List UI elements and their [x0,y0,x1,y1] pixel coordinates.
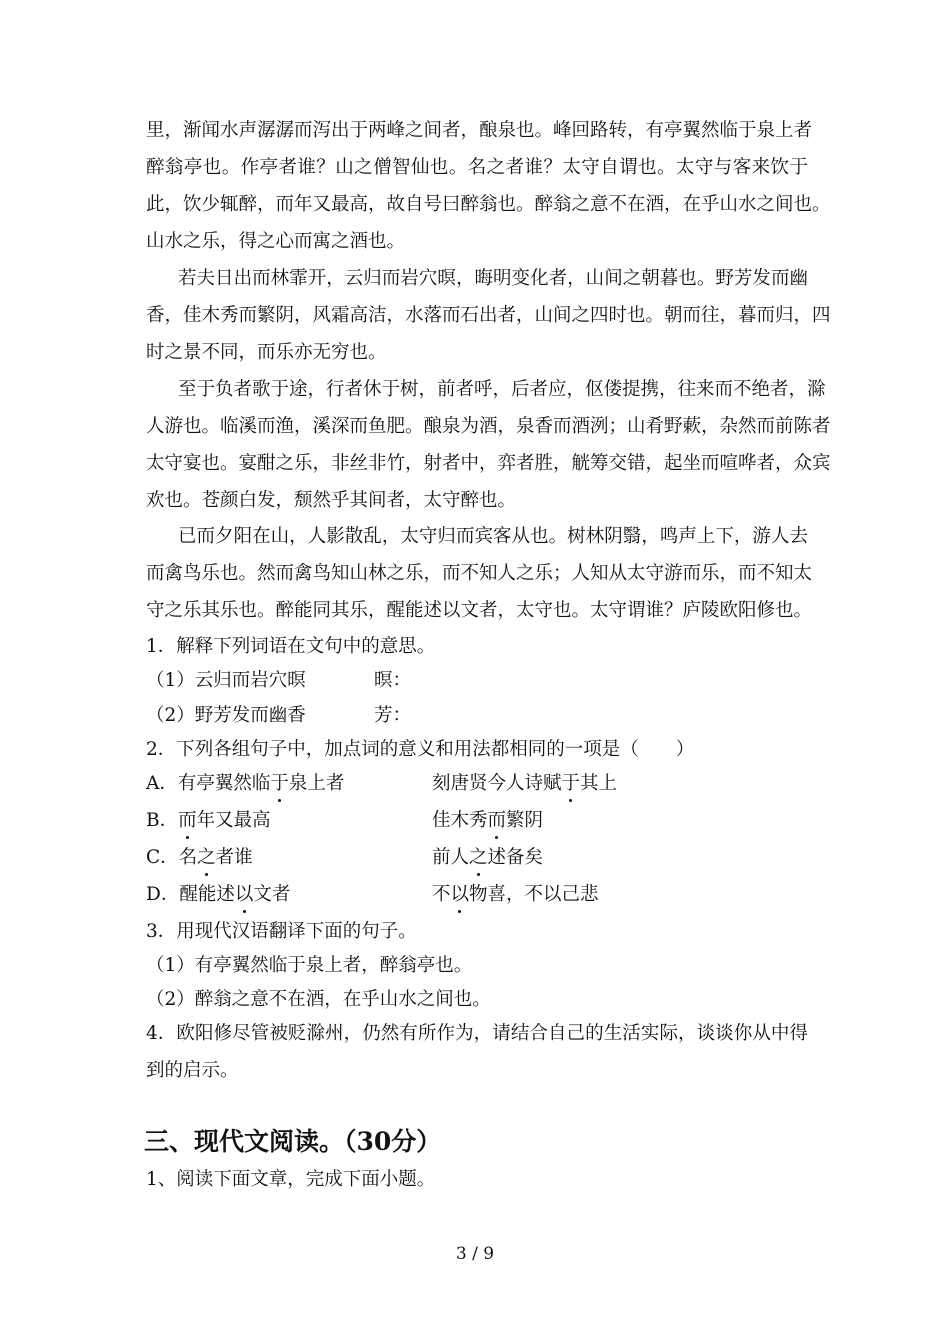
emphasis-dot-char: 之 [197,845,216,871]
passage-line: 若夫日出而林霏开，云归而岩穴暝，晦明变化者，山间之朝暮也。野芳发而幽 [178,268,808,289]
answer-blank-label: 芳： [374,705,412,726]
question-3-stem: 3．用现代汉语翻译下面的句子。 [146,921,417,942]
option-d [146,882,808,908]
question-4-line: 4．欧阳修尽管被贬滁州，仍然有所作为，请结合自己的生活实际，谈谈你从中得 [146,1023,808,1044]
passage-line: 守之乐其乐也。醉能同其乐，醒能述以文者，太守也。太守谓谁？庐陵欧阳修也。 [146,600,813,621]
option-d-right: 不以物喜，不以己悲 [432,882,599,908]
emphasis-dot-char: 以 [451,882,470,908]
option-a [146,771,808,797]
question-1-item-text: （2）野芳发而幽香 [146,705,306,726]
question-3-item: （1）有亭翼然临于泉上者，醉翁亭也。 [146,955,473,976]
answer-blank-label: 暝： [374,670,412,691]
question-3-item: （2）醉翁之意不在酒，在乎山水之间也。 [146,989,491,1010]
option-b-right: 佳木秀而繁阴 [432,808,543,834]
passage-line: 醉翁亭也。作亭者谁？山之僧智仙也。名之者谁？太守自谓也。太守与客来饮于 [146,157,808,178]
option-b [146,808,808,834]
emphasis-dot-char: 之 [469,845,488,871]
passage-line: 太守宴也。宴酣之乐，非丝非竹，射者中，弈者胜，觥筹交错，起坐而喧哗者，众宾 [146,453,831,474]
option-a-left: A．有亭翼然临于泉上者 [146,773,344,794]
passage-line: 此，饮少辄醉，而年又最高，故自号曰醉翁也。醉翁之意不在酒，在乎山水之间也。 [146,194,831,215]
passage-line: 欢也。苍颜白发，颓然乎其间者，太守醉也。 [146,490,517,511]
emphasis-dot-char: 以 [235,882,254,908]
emphasis-dot-char: 而 [488,808,507,834]
question-1-item-text: （1）云归而岩穴暝 [146,670,306,691]
passage-line: 香，佳木秀而繁阴，风霜高洁，水落而石出者，山间之四时也。朝而往，暮而归，四 [146,305,831,326]
question-1-stem: 1．解释下列词语在文句中的意思。 [146,636,436,657]
question-1-item [146,668,808,694]
question-1-item [146,703,808,729]
option-c-left: C．名之者谁 [146,847,253,868]
passage-line: 而禽鸟乐也。然而禽鸟知山林之乐，而不知人之乐；人知从太守游而乐，而不知太 [146,563,813,584]
passage-line: 人游也。临溪而渔，溪深而鱼肥。酿泉为酒，泉香而酒洌；山肴野蔌，杂然而前陈者 [146,416,831,437]
emphasis-dot-char: 于 [270,771,289,797]
passage-line: 至于负者歌于途，行者休于树，前者呼，后者应，伛偻提携，往来而不绝者，滁 [178,379,826,400]
passage-line: 已而夕阳在山，人影散乱，太守归而宾客从也。树林阴翳，鸣声上下，游人去 [178,526,808,547]
option-b-left: B．而年又最高 [146,810,271,831]
section-heading: 三、现代文阅读。（30分） [144,1127,442,1156]
option-c-right: 前人之述备矣 [432,845,543,871]
passage-line: 时之景不同，而乐亦无穷也。 [146,342,387,363]
emphasis-dot-char: 于 [562,771,581,797]
option-a-right: 刻唐贤今人诗赋于其上 [432,771,617,797]
question-4-line: 到的启示。 [146,1060,239,1081]
question-2-stem: 2．下列各组句子中，加点词的意义和用法都相同的一项是（ ） [146,739,695,760]
section-intro: 1、阅读下面文章，完成下面小题。 [146,1169,436,1190]
passage-line: 山水之乐，得之心而寓之酒也。 [146,231,406,252]
option-d-left: D．醒能述以文者 [146,884,290,905]
emphasis-dot-char: 而 [178,808,197,834]
passage-line: 里，渐闻水声潺潺而泻出于两峰之间者，酿泉也。峰回路转，有亭翼然临于泉上者 [146,120,813,141]
option-c [146,845,808,871]
page-number: 3 / 9 [455,1244,495,1264]
